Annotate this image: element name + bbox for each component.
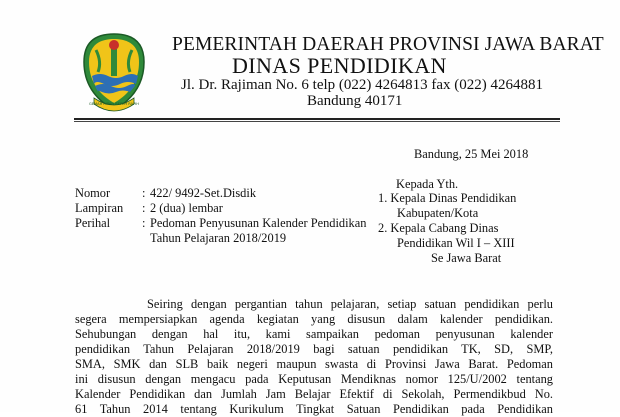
lampiran-value: 2 (dua) lembar [150,201,223,215]
recipient-line: Kepala Cabang Dinas [390,221,499,235]
recipient-item [378,220,498,236]
recipient-greeting: Kepada Yth. [396,177,459,191]
lampiran-label: Lampiran [75,201,124,215]
body-line: segera mempersiapkan agenda kegiatan yang disusun dalam kalender pendidikan. [75,312,553,326]
recipient-line: Kepala Dinas Pendidikan [390,191,517,205]
perihal-colon: : [142,216,146,230]
nomor-label: Nomor [75,186,111,200]
letter-date: Bandung, 25 Mei 2018 [414,147,529,161]
letterhead-office-name: DINAS PENDIDIKAN [232,53,447,78]
recipient-number: 2. [378,221,388,235]
recipient-item [378,190,516,206]
nomor-colon: : [142,186,146,200]
nomor-value: 422/ 9492-Set.Disdik [150,186,257,200]
perihal-value-continued: Tahun Pelajaran 2018/2019 [150,231,287,245]
body-line: Sehubungan dengan hal itu, kami sampaikan pedoman penyusunan kalender [75,327,553,341]
letterhead-divider [74,118,560,120]
perihal-label: Perihal [75,216,111,230]
letterhead-divider-thin [74,121,560,122]
body-line: 61 Tahun 2014 tentang Kurikulum Tingkat Satuan Pendidikan pada Pendidikan [75,402,553,416]
letterhead-city: Bandung 40171 [307,93,403,109]
perihal-value: Pedoman Penyusunan Kalender Pendidikan [150,216,367,230]
letterhead-address: Jl. Dr. Rajiman No. 6 telp (022) 4264813 fax (022) 4264881 [181,77,544,93]
letterhead-government-name: PEMERINTAH DAERAH PROVINSI JAWA BARAT [172,34,604,55]
west-java-emblem-logo [80,32,148,114]
recipient-line: Kabupaten/Kota [397,206,479,220]
body-line: pendidikan Tahun Pelajaran 2018/2019 bagi satuan pendidikan TK, SD, SMP, [75,342,553,356]
body-line: SMA, SMK dan SLB baik negeri maupun swasta di Provinsi Jawa Barat. Pedoman [75,357,553,371]
svg-text:GEMAH RIPAH REPEH RAPIH: GEMAH RIPAH REPEH RAPIH [88,102,140,106]
lampiran-colon: : [142,201,146,215]
recipient-line: Se Jawa Barat [431,251,502,265]
body-line: ini disusun dengan mengacu pada Keputusan Mendiknas nomor 125/U/2002 tentang [75,372,553,386]
body-line: Seiring dengan pergantian tahun pelajaran, setiap satuan pendidikan perlu [147,297,553,311]
recipient-number: 1. [378,191,388,205]
body-line: Kalender Pendidikan dan Jumlah Jam Belajar Efektif di Sekolah, Permendikbud No. [75,387,553,401]
recipient-line: Pendidikan Wil I – XIII [397,236,515,250]
